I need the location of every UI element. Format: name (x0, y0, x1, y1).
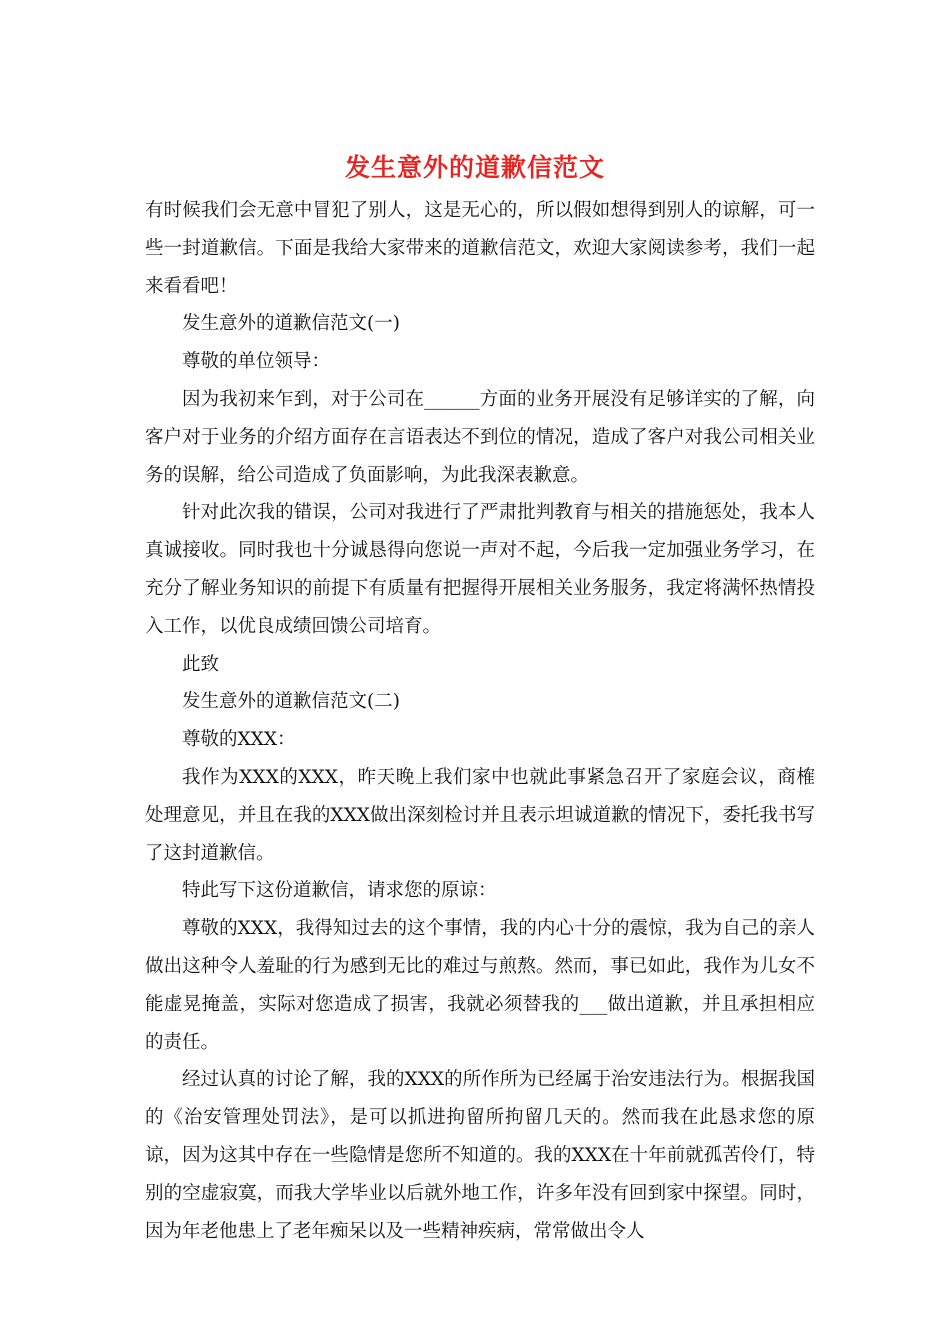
body-paragraph: 我作为XXX的XXX，昨天晚上我们家中也就此事紧急召开了家庭会议，商榷处理意见，并且在我的XXX做出深刻检讨并且表示坦诚道歉的情况下，委托我书写了这封道歉信。 (145, 766, 815, 864)
salutation: 尊敬的单位领导： (182, 351, 331, 373)
body-paragraph: 针对此次我的错误，公司对我进行了严肃批判教育与相关的措施惩处，我本人真诚接收。同时我也十分诚恳得向您说一声对不起，今后我一定加强业务学习，在充分了解业务知识的前提下有质量有把握得开展相关业务服务，我定将满怀热情投入工作，以优良成绩回馈公司培育。 (145, 502, 815, 637)
closing: 此致 (182, 653, 220, 675)
section-heading: 发生意外的道歉信范文(二) (182, 691, 400, 713)
body-paragraph: 尊敬的XXX，我得知过去的这个事情，我的内心十分的震惊，我为自己的亲人做出这种令人羞耻的行为感到无比的难过与煎熬。然而，事已如此，我作为儿女不能虚晃掩盖，实际对您造成了损害，我就必须替我的___做出道歉，并且承担相应的责任。 (145, 918, 815, 1053)
body-paragraph: 特此写下这份道歉信，请求您的原谅： (182, 880, 497, 902)
document-title: 发生意外的道歉信范文 (344, 153, 605, 182)
document-body (145, 192, 815, 1250)
intro-paragraph: 有时候我们会无意中冒犯了别人，这是无心的，所以假如想得到别人的谅解，可一些一封道歉信。下面是我给大家带来的道歉信范文，欢迎大家阅读参考，我们一起来看看吧！ (145, 200, 815, 297)
body-paragraph: 经过认真的讨论了解，我的XXX的所作所为已经属于治安违法行为。根据我国的《治安管理处罚法》，是可以抓进拘留所拘留几天的。然而我在此恳求您的原谅，因为这其中存在一些隐情是您所不知道的。我的XXX在十年前就孤苦伶仃，特别的空虚寂寞，而我大学毕业以后就外地工作，许多年没有回到家中探望。同时，因为年老他患上了老年痴呆以及一些精神疾病，常常做出令人 (145, 1069, 815, 1242)
body-paragraph: 因为我初来乍到，对于公司在______方面的业务开展没有足够详实的了解，向客户对于业务的介绍方面存在言语表达不到位的情况，造成了客户对我公司相关业务的误解，给公司造成了负面影响，为此我深表歉意。 (145, 388, 815, 486)
salutation: 尊敬的XXX： (182, 729, 296, 751)
section-heading: 发生意外的道歉信范文(一) (182, 313, 400, 335)
